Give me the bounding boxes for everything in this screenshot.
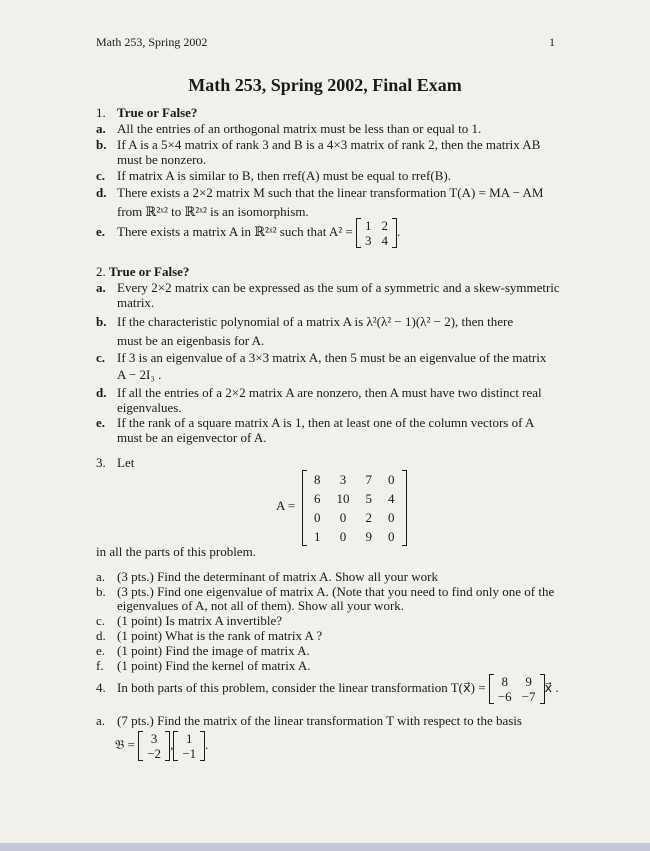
q3-part-label: b. [96,584,106,599]
q4-matrix [489,674,545,704]
q3-part-text: (3 pts.) Find the determinant of matrix A. Show all your work [117,569,438,584]
q1-a-label: a. [96,121,106,136]
matrix-cell: 6 [314,491,321,506]
q2-b-label: b. [96,314,107,329]
matrix-cell: 7 [365,472,372,487]
q3-part-label: f. [96,658,104,673]
matrix-cell: 0 [339,510,347,525]
q3-after-text: in all the parts of this problem. [96,544,256,559]
q2-number: 2. [96,264,106,279]
q3-part-e [96,643,310,658]
matrix-cell: 2 [365,510,372,525]
matrix-cell: −7 [521,689,536,704]
q3-part-label: a. [96,569,106,584]
q2-c [96,350,546,365]
exam-title: Math 253, Spring 2002, Final Exam [188,75,462,95]
basis-end: . [205,736,209,752]
q1-e [96,218,400,248]
q2-heading [96,264,189,279]
matrix-cell: −2 [147,746,162,761]
q3-part-f [96,658,311,673]
q2-e [96,415,534,430]
q3-part-c [96,613,282,628]
matrix-cell: 5 [365,491,372,506]
q1-e-matrix [356,218,397,248]
q3-matrix [302,470,407,546]
matrix-cell: 3 [150,731,158,746]
q2-heading-text: True or False? [109,264,190,279]
q2-d-text: If all the entries of a 2×2 matrix A are nonzero, then A must have two distinct real [117,385,542,400]
q3-lead [96,455,134,470]
q1-b-text-cont: must be nonzero. [117,152,207,167]
q1-e-label: e. [96,223,106,239]
q4-a-label: a. [96,713,106,728]
q2-d-label: d. [96,385,107,400]
q3-part-text: (1 point) Is matrix A invertible? [117,613,282,628]
q3-part-label: c. [96,613,106,628]
q3-lead-text: Let [117,455,135,470]
q1-heading [96,105,197,120]
q1-e-end: . [397,223,401,239]
q3-part-text: (3 pts.) Find one eigenvalue of matrix A. (Note that you need to find only one of the [117,584,555,599]
q3-part-text: (1 point) Find the image of matrix A. [117,643,310,658]
q3-matrix-block [276,470,476,545]
q1-d-text-cont: from ℝ²ˣ² to ℝ²ˣ² is an isomorphism. [117,204,309,219]
q2-b-text-cont: must be an eigenbasis for A. [117,333,265,348]
q2-c-text-cont: A − 2I₃ . [117,367,162,382]
matrix-cell: −6 [497,689,512,704]
q2-a-label: a. [96,280,106,295]
q1-d-label: d. [96,185,107,200]
q2-a [96,280,560,295]
running-header: Math 253, Spring 2002 [96,35,208,49]
q1-b-text: If A is a 5×4 matrix of rank 3 and B is a 4×3 matrix of rank 2, then the matrix AB [117,137,541,152]
basis-vector-1 [138,731,170,761]
q1-heading-text: True or False? [117,105,198,120]
q2-e-text-cont: must be an eigenvector of A. [117,430,267,445]
q2-e-label: e. [96,415,106,430]
q1-d [96,185,543,200]
q3-part-label: d. [96,628,106,643]
q4-number: 4. [96,679,106,695]
matrix-cell: 9 [525,674,532,689]
matrix-cell: 4 [381,233,389,248]
q1-a [96,121,481,136]
q1-e-text: There exists a matrix A in ℝ²ˣ² such that A² = [117,223,353,239]
matrix-cell: 10 [336,491,350,506]
q3-matrix-name: A = [276,498,296,513]
q1-number: 1. [96,105,106,120]
q2-b-text: If the characteristic polynomial of a matrix A is λ²(λ² − 1)(λ² − 2), then there [117,314,514,329]
basis-name: 𝔅 = [115,736,135,752]
matrix-cell: 1 [185,731,193,746]
matrix-cell: 1 [314,529,321,544]
q2-e-text: If the rank of a square matrix A is 1, then at least one of the column vectors of A [117,415,535,430]
q3-number: 3. [96,455,106,470]
matrix-cell: 0 [339,529,347,544]
matrix-cell: 1 [365,218,372,233]
q2-d [96,385,542,400]
matrix-cell: 8 [501,674,509,689]
q1-b-label: b. [96,137,107,152]
q3-part-text: (1 point) Find the kernel of matrix A. [117,658,311,673]
q3-part-b-cont: eigenvalues of A, not all of them). Show all your work. [117,598,405,613]
matrix-cell: 0 [388,510,395,525]
q3-part-b [96,584,554,599]
basis-vector-2 [173,731,205,761]
matrix-cell: 9 [365,529,372,544]
q4-a-text: (7 pts.) Find the matrix of the linear transformation T with respect to the basis [117,713,522,728]
q1-c-label: c. [96,168,106,183]
q2-b [96,314,513,329]
q2-a-text: Every 2×2 matrix can be expressed as the sum of a symmetric and a skew-symmetric [117,280,560,295]
matrix-cell: 4 [388,491,395,506]
matrix-cell: 3 [365,233,372,248]
q3-part-a [96,569,438,584]
q3-part-label: e. [96,643,106,658]
q2-a-text-cont: matrix. [117,295,155,310]
q1-b [96,137,540,152]
q4-a [96,713,522,728]
page-number: 1 [549,35,555,49]
q2-c-text: If 3 is an eigenvalue of a 3×3 matrix A, then 5 must be an eigenvalue of the matrix [117,350,547,365]
matrix-cell: 0 [314,510,321,525]
matrix-cell: 3 [339,472,347,487]
q2-d-text-cont: eigenvalues. [117,400,182,415]
scan-edge [0,843,650,851]
q4-statement [96,674,559,704]
q1-c-text: If matrix A is similar to B, then rref(A) must be equal to rref(B). [117,168,451,183]
matrix-cell: 0 [388,472,395,487]
q4-after: x⃗ . [544,679,559,695]
matrix-cell: 0 [388,529,395,544]
matrix-cell: 8 [314,472,321,487]
q4-text: In both parts of this problem, consider the linear transformation T(x⃗) = [117,679,486,695]
q1-d-text: There exists a 2×2 matrix M such that the linear transformation T(A) = MA − AM [117,185,544,200]
q4-basis: 𝔅 = 3 −2 , 1 −1 . [115,731,209,761]
q3-part-d [96,628,322,643]
q2-c-label: c. [96,350,106,365]
matrix-cell: 2 [381,218,389,233]
q3-part-text: (1 point) What is the rank of matrix A ? [117,628,323,643]
matrix-cell: −1 [182,746,197,761]
q1-c [96,168,451,183]
q1-a-text: All the entries of an orthogonal matrix must be less than or equal to 1. [117,121,482,136]
